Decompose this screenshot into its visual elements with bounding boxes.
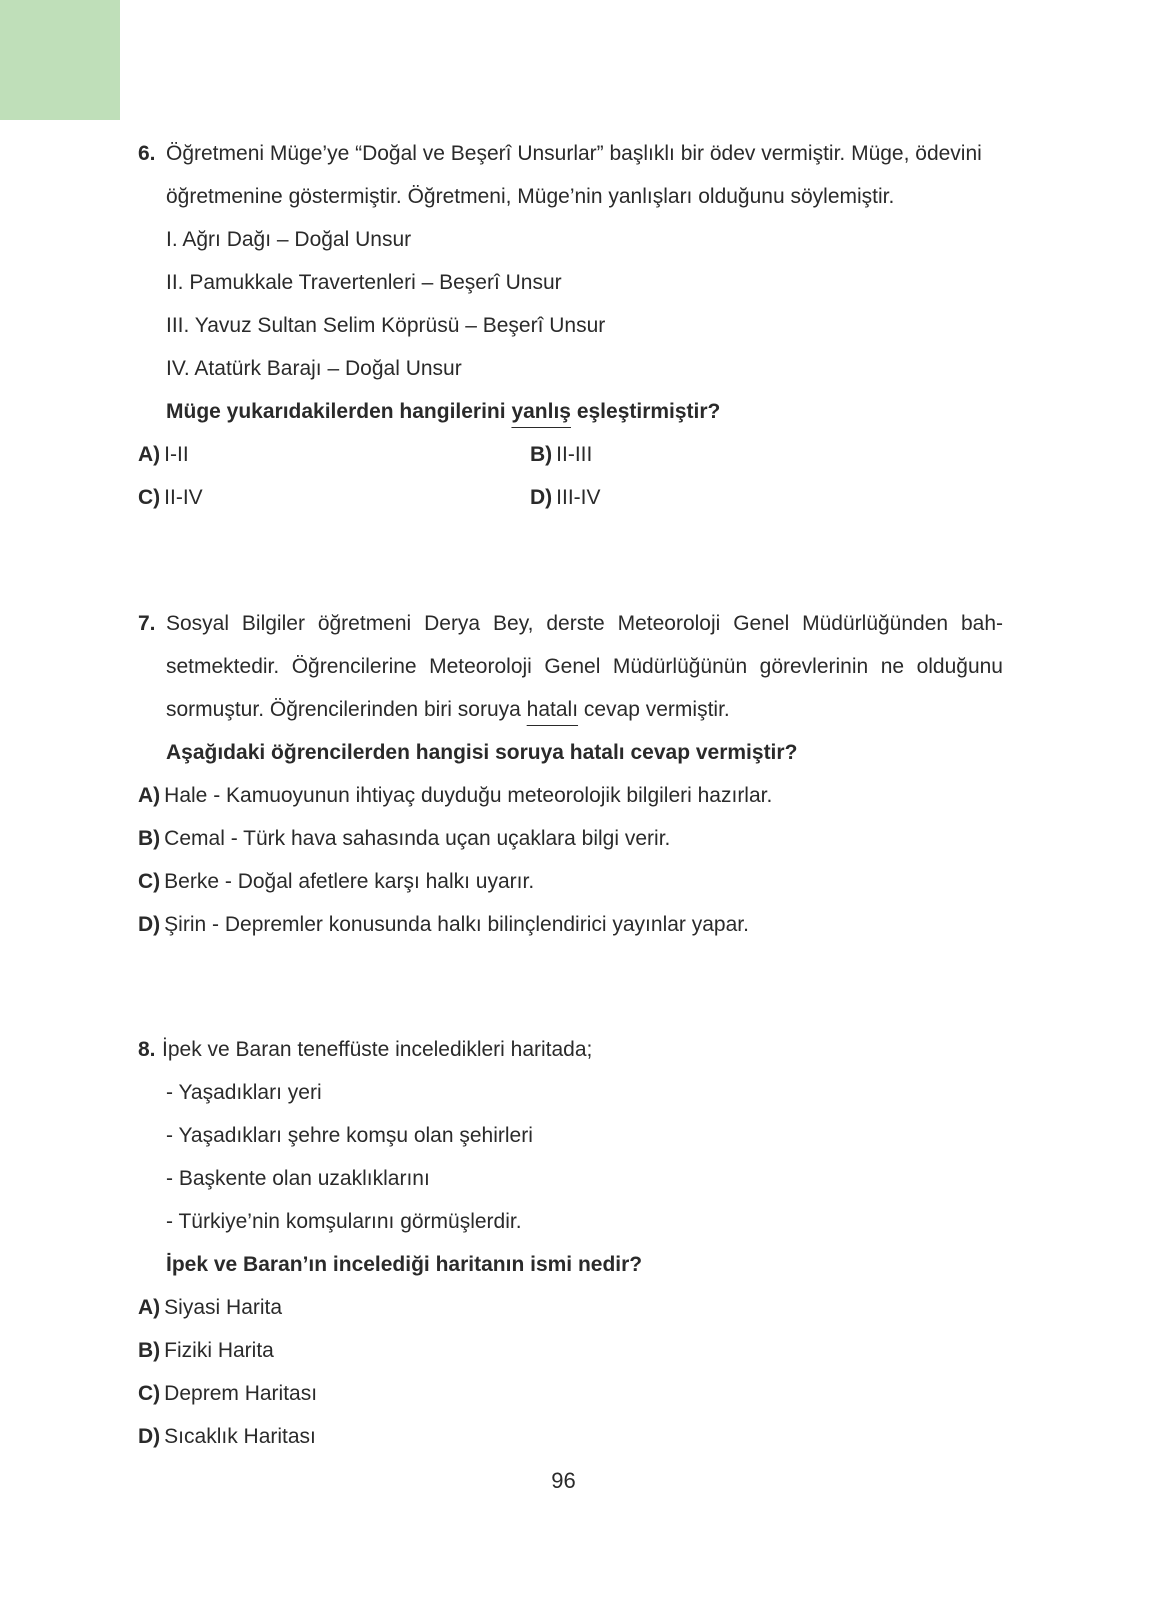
question-6	[138, 132, 1003, 519]
question-text: İpek ve Baran teneffüste inceledikleri haritada;	[162, 1038, 593, 1061]
option-c[interactable]: C) Berke - Doğal afetlere karşı halkı uyarır.	[138, 870, 535, 893]
option-a[interactable]: A) Siyasi Harita	[138, 1296, 283, 1319]
option-b[interactable]: B) Cemal - Türk hava sahasında uçan uçaklara bilgi verir.	[138, 827, 671, 850]
prompt-text: Müge yukarıdakilerden hangilerini	[166, 400, 512, 423]
list-item: - Yaşadıkları yeri	[166, 1081, 322, 1104]
question-text: Sosyal Bilgiler öğretmeni Derya Bey, derste Meteoroloji Genel Müdürlüğünden bah-	[166, 612, 1003, 635]
question-text: öğretmenine göstermiştir. Öğretmeni, Müge’nin yanlışları olduğunu söylemiştir.	[166, 185, 895, 208]
list-item: I. Ağrı Dağı – Doğal Unsur	[166, 228, 412, 251]
underlined-word: yanlış	[511, 400, 571, 423]
option-d[interactable]: D) Şirin - Depremler konusunda halkı bilinçlendirici yayınlar yapar.	[138, 913, 749, 936]
list-item: - Türkiye’nin komşularını görmüşlerdir.	[166, 1210, 522, 1233]
option-c[interactable]: C) II-IV	[138, 486, 203, 509]
question-prompt: İpek ve Baran’ın incelediği haritanın ismi nedir?	[166, 1253, 643, 1276]
list-item: - Yaşadıkları şehre komşu olan şehirleri	[166, 1124, 533, 1147]
option-d[interactable]: D) Sıcaklık Haritası	[138, 1425, 316, 1448]
question-prompt	[138, 390, 1003, 433]
prompt-text: eşleştirmiştir?	[570, 400, 721, 423]
list-item: II. Pamukkale Travertenleri – Beşerî Unsur	[166, 271, 562, 294]
options-row	[138, 476, 1003, 519]
question-text: setmektedir. Öğrencilerine Meteoroloji Genel Müdürlüğünün görevlerinin ne olduğunu	[166, 655, 1003, 678]
question-text: Öğretmeni Müge’ye “Doğal ve Beşerî Unsurlar” başlıklı bir ödev vermiştir. Müge, ödevini	[166, 142, 982, 165]
list-item: IV. Atatürk Barajı – Doğal Unsur	[166, 357, 462, 380]
question-number: 7.	[138, 612, 156, 635]
option-c[interactable]: C) Deprem Haritası	[138, 1382, 318, 1405]
question-prompt: Aşağıdaki öğrencilerden hangisi soruya hatalı cevap vermiştir?	[166, 741, 798, 764]
option-b[interactable]: B) II-III	[530, 443, 593, 466]
option-a[interactable]: A) I-II	[138, 443, 189, 466]
page-number: 96	[551, 1468, 576, 1493]
corner-color-tab	[0, 0, 120, 120]
options-row	[138, 433, 1003, 476]
option-b[interactable]: B) Fiziki Harita	[138, 1339, 274, 1362]
option-d[interactable]: D) III-IV	[530, 486, 601, 509]
underlined-word: hatalı	[526, 698, 579, 721]
list-item: III. Yavuz Sultan Selim Köprüsü – Beşerî Unsur	[166, 314, 606, 337]
question-number: 8.	[138, 1038, 156, 1061]
question-text: sormuştur. Öğrencilerinden biri soruya hatalı cevap vermiştir.	[166, 698, 730, 721]
list-item: - Başkente olan uzaklıklarını	[166, 1167, 430, 1190]
question-number: 6.	[138, 142, 156, 165]
option-a[interactable]: A) Hale - Kamuoyunun ihtiyaç duyduğu meteorolojik bilgileri hazırlar.	[138, 784, 773, 807]
question-7	[138, 602, 1003, 946]
question-8	[138, 1028, 1003, 1458]
